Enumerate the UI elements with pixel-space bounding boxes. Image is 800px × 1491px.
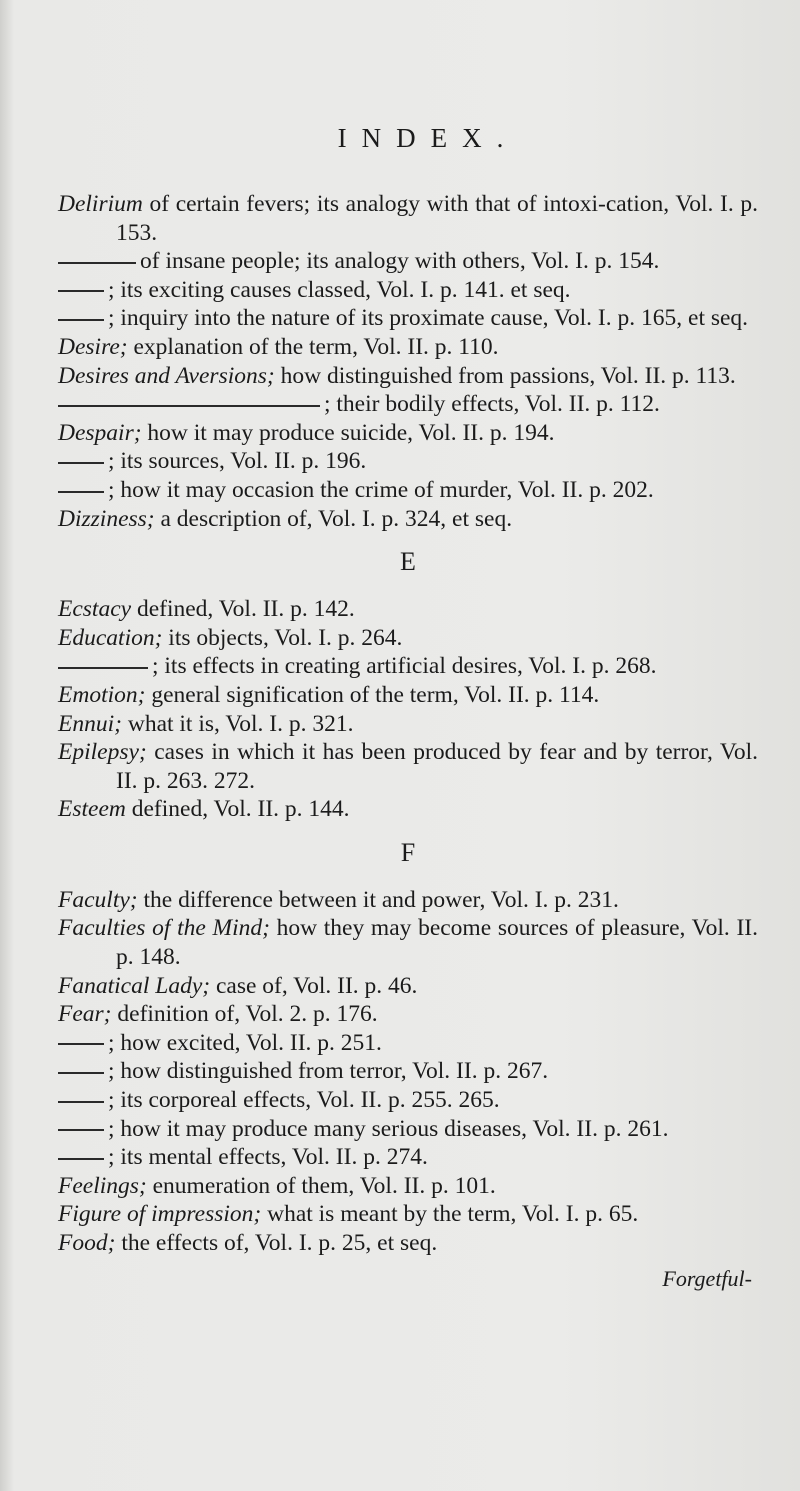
index-entry — [58, 333, 758, 362]
index-section-e — [58, 595, 758, 824]
entry-heading: Desires and Aversions; — [58, 362, 275, 389]
index-entry — [58, 624, 758, 653]
entry-text: what it is, Vol. I. p. 321. — [121, 710, 354, 737]
entry-text: ; its corporeal effects, Vol. II. p. 255. 265. — [108, 1087, 500, 1114]
index-entry — [58, 276, 758, 305]
entry-text: ; its exciting causes classed, Vol. I. p. 141. et seq. — [108, 276, 571, 303]
entry-text: defined, Vol. II. p. 142. — [131, 596, 355, 623]
entry-heading: Feelings; — [58, 1172, 147, 1199]
index-entry — [58, 595, 758, 624]
index-entry — [58, 1143, 758, 1172]
entry-text: enumeration of them, Vol. II. p. 101. — [146, 1172, 496, 1199]
entry-heading: Ecstacy — [58, 596, 132, 623]
index-entries — [58, 190, 758, 1258]
entry-text: of certain fevers; its analogy with that of intoxi-cation, Vol. I. p. 153. — [116, 191, 758, 246]
index-entry — [58, 247, 758, 276]
entry-heading: Food; — [58, 1230, 116, 1256]
ditto-dash — [58, 319, 104, 321]
entry-text: ; its mental effects, Vol. II. p. 274. — [108, 1144, 428, 1171]
index-entry — [58, 304, 758, 333]
entry-heading: Faculty; — [58, 886, 138, 913]
entry-text: ; how distinguished from terror, Vol. II. p. 267. — [108, 1058, 549, 1085]
entry-text: ; its effects in creating artificial desires, Vol. I. p. 268. — [152, 653, 657, 680]
index-entry — [58, 795, 758, 824]
ditto-dash — [58, 462, 104, 464]
ditto-dash — [58, 1072, 104, 1074]
entry-heading: Despair; — [58, 419, 142, 446]
index-entry — [58, 1115, 758, 1144]
entry-heading: Dizziness; — [58, 505, 155, 532]
entry-text: ; how it may occasion the crime of murder, Vol. II. p. 202. — [108, 476, 654, 503]
entry-heading: Esteem — [58, 796, 126, 823]
index-entry — [58, 738, 758, 795]
entry-text: ; their bodily effects, Vol. II. p. 112. — [324, 391, 660, 418]
entry-text: the difference between it and power, Vol. I. p. 231. — [137, 886, 619, 913]
entry-text: explanation of the term, Vol. II. p. 110. — [127, 333, 499, 360]
entry-text: ; how it may produce many serious diseases, Vol. II. p. 261. — [108, 1115, 669, 1142]
entry-heading: Faculties of the Mind; — [58, 915, 270, 942]
entry-text: how they may become sources of pleasure, Vol. II. p. 148. — [116, 915, 758, 971]
entry-text: how it may produce suicide, Vol. II. p. 194. — [141, 419, 555, 446]
entry-text: its objects, Vol. I. p. 264. — [162, 624, 403, 651]
ditto-dash — [58, 1129, 104, 1131]
entry-text: defined, Vol. II. p. 144. — [125, 796, 350, 823]
entry-text: case of, Vol. II. p. 46. — [210, 972, 418, 999]
index-section-d — [58, 190, 758, 533]
index-entry — [58, 1086, 758, 1115]
section-letter-f: F — [400, 837, 416, 867]
entry-heading: Figure of impression; — [58, 1201, 262, 1228]
index-entry — [58, 1029, 758, 1058]
entry-text: the effects of, Vol. I. p. 25, et seq. — [115, 1230, 438, 1256]
entry-heading: Ennui; — [58, 710, 122, 737]
ditto-dash — [58, 1043, 104, 1045]
entry-text: of insane people; its analogy with others, Vol. I. p. 154. — [140, 248, 660, 275]
ditto-dash — [58, 290, 104, 292]
entry-text: ; its sources, Vol. II. p. 196. — [108, 448, 367, 475]
index-entry — [58, 447, 758, 476]
entry-heading: Delirium — [58, 191, 143, 217]
index-entry — [58, 972, 758, 1001]
entry-heading: Epilepsy; — [58, 739, 147, 766]
index-entry — [58, 390, 758, 419]
entry-text: ; inquiry into the nature of its proximate cause, Vol. I. p. 165, et seq. — [108, 305, 749, 332]
index-entry — [58, 914, 758, 971]
section-letter-e: E — [400, 547, 416, 577]
entry-text: ; how excited, Vol. II. p. 251. — [108, 1029, 382, 1056]
entry-heading: Education; — [58, 624, 163, 651]
ditto-dash — [58, 405, 320, 407]
index-entry — [58, 1229, 758, 1258]
index-entry — [58, 1057, 758, 1086]
index-entry — [58, 710, 758, 739]
index-entry — [58, 652, 758, 681]
index-entry — [58, 505, 758, 534]
ditto-dash — [58, 262, 136, 264]
entry-heading: Fear; — [58, 1001, 112, 1028]
entry-text: definition of, Vol. 2. p. 176. — [111, 1001, 378, 1028]
entry-text: what is meant by the term, Vol. I. p. 65. — [261, 1201, 639, 1228]
index-entry — [58, 1172, 758, 1201]
page-title: INDEX. — [337, 123, 519, 153]
index-entry — [58, 1200, 758, 1229]
ditto-dash — [58, 491, 104, 493]
ditto-dash — [58, 1101, 104, 1103]
index-entry — [58, 681, 758, 710]
index-entry — [58, 419, 758, 448]
entry-text: a description of, Vol. I. p. 324, et seq. — [154, 505, 513, 532]
entry-text: how distinguished from passions, Vol. II. p. 113. — [274, 362, 736, 389]
entry-heading: Fanatical Lady; — [58, 972, 211, 999]
index-entry — [58, 886, 758, 915]
index-section-f — [58, 886, 758, 1258]
entry-heading: Desire; — [58, 333, 128, 360]
index-entry — [58, 190, 758, 247]
index-entry — [58, 362, 758, 391]
index-entry — [58, 476, 758, 505]
entry-text: cases in which it has been produced by fear and by terror, Vol. II. p. 263. 272. — [116, 739, 758, 794]
index-entry — [58, 1000, 758, 1029]
ditto-dash — [58, 667, 148, 669]
entry-heading: Emotion; — [58, 681, 146, 708]
ditto-dash — [58, 1158, 104, 1160]
catchword: Forgetful- — [662, 1265, 752, 1291]
entry-text: general signification of the term, Vol. II. p. 114. — [145, 681, 600, 708]
